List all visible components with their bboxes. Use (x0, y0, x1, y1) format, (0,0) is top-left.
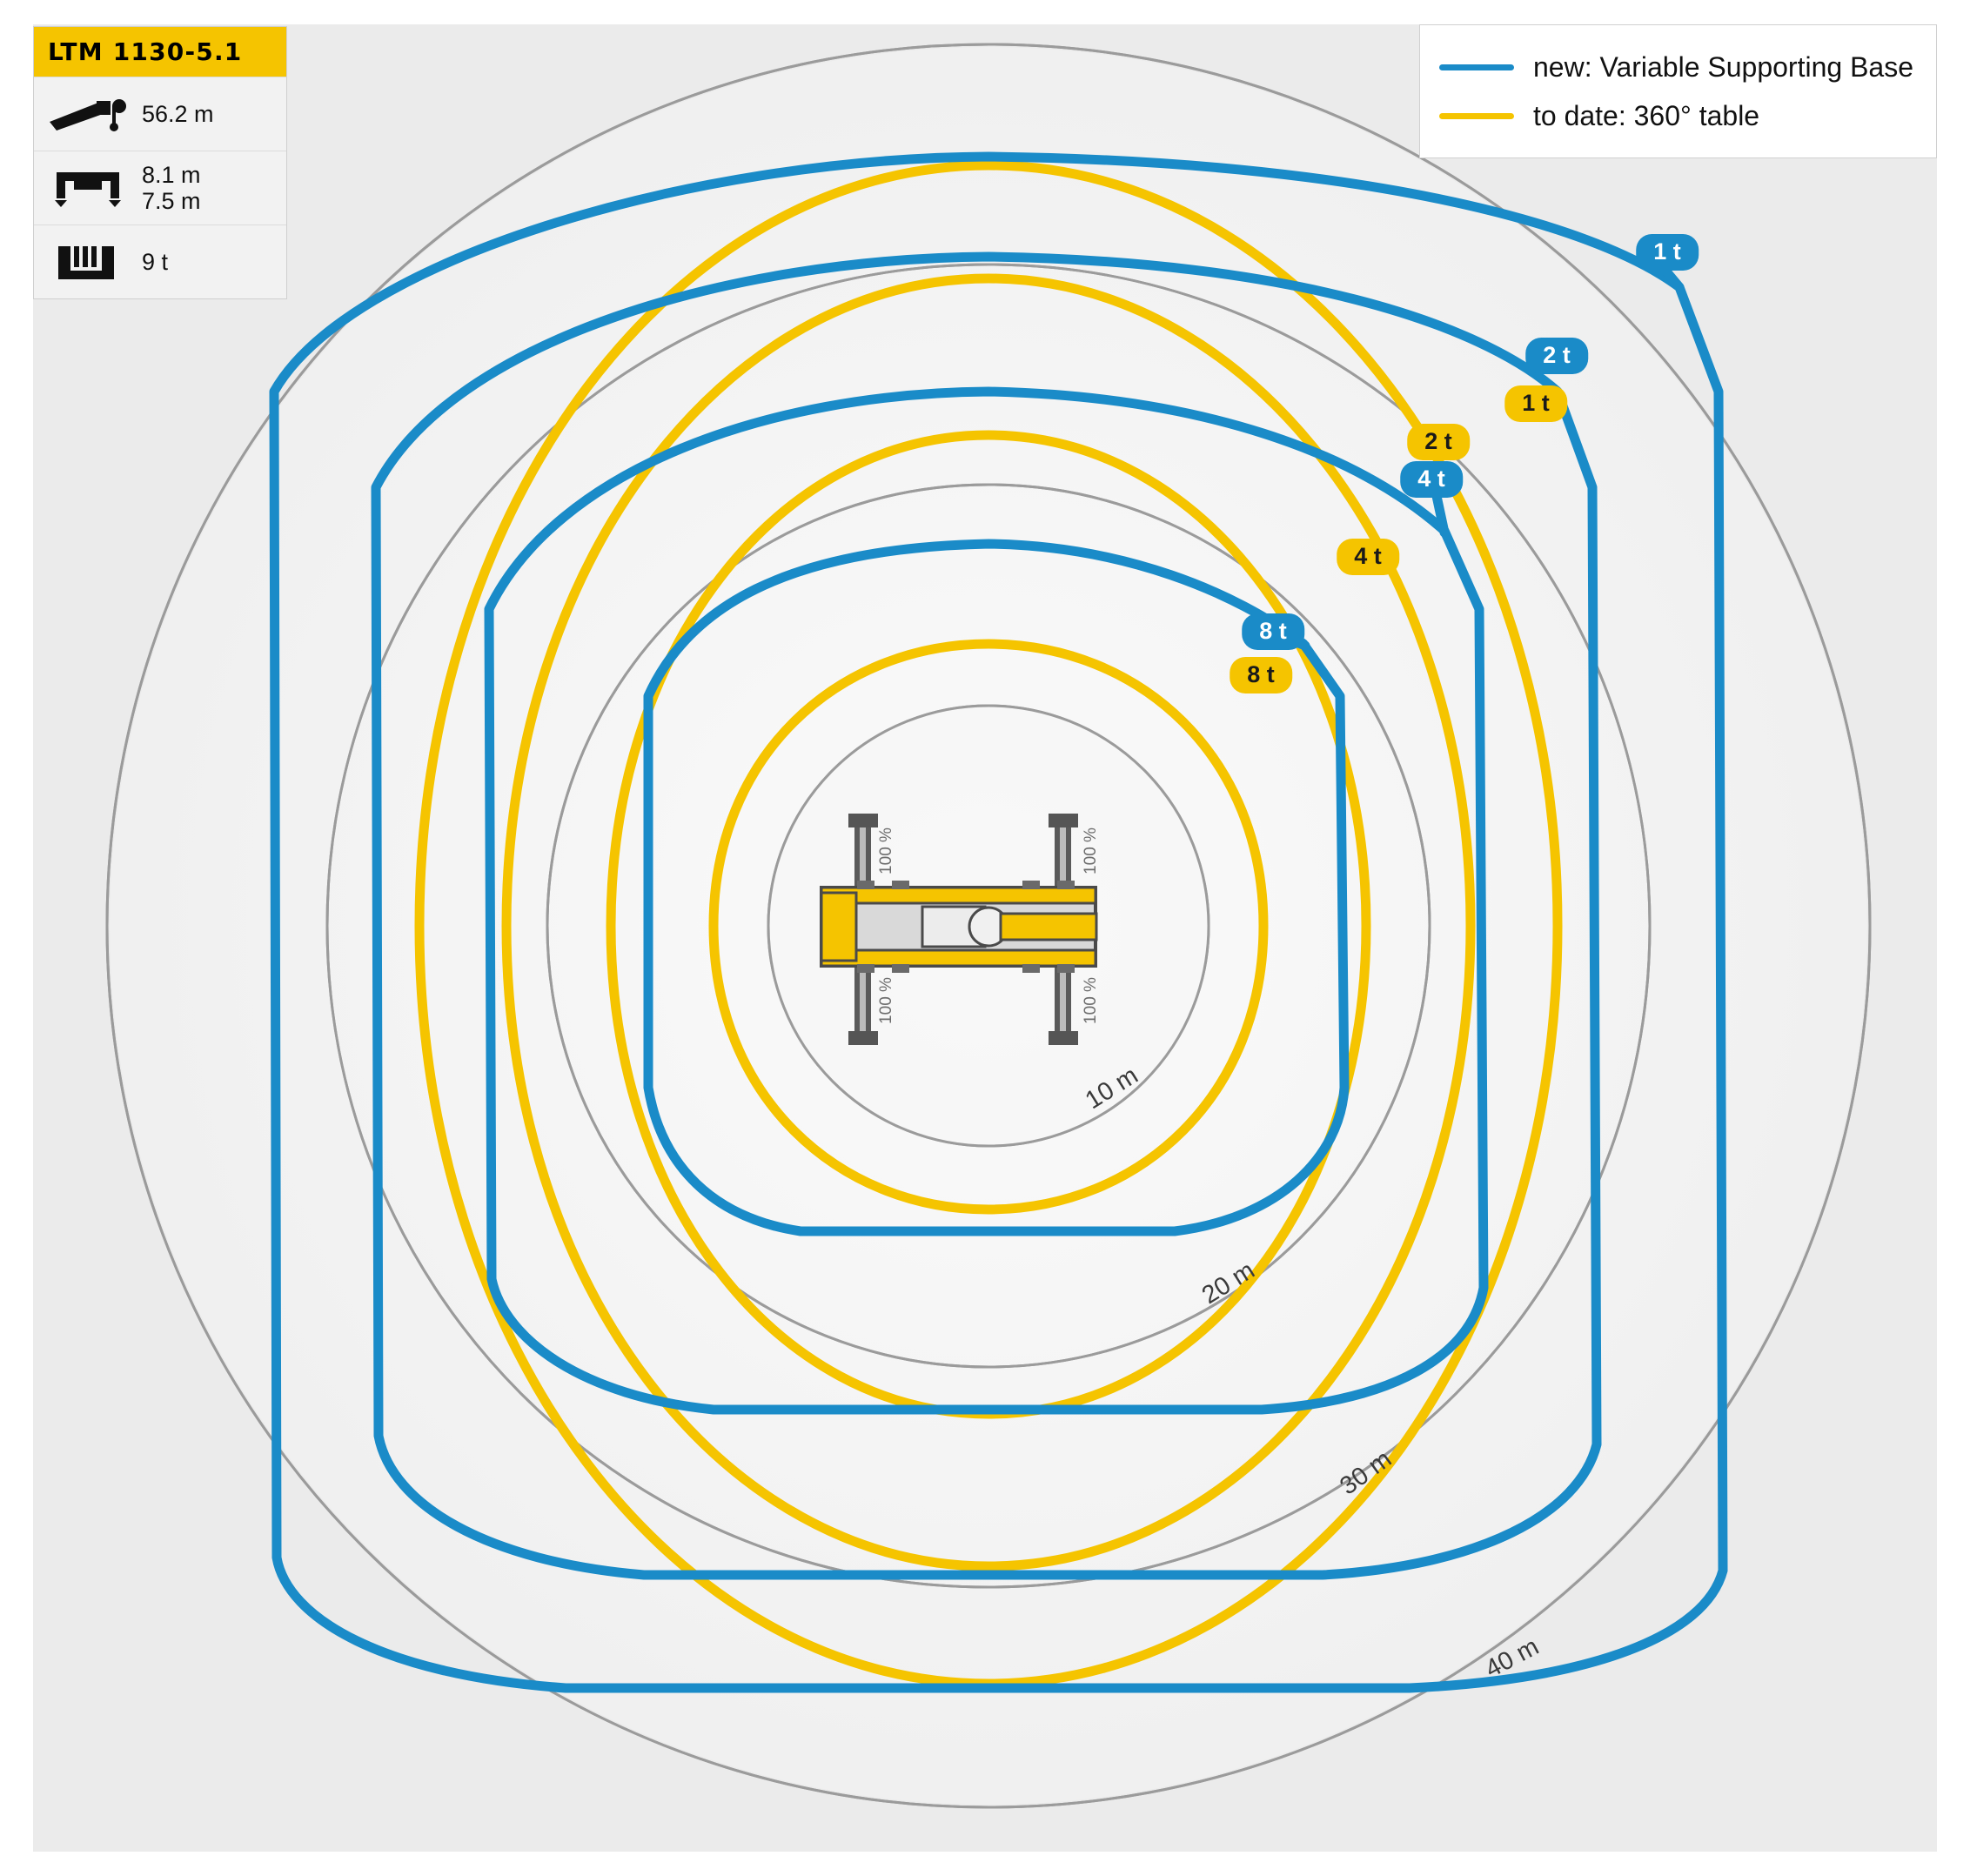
boom (1001, 914, 1096, 940)
info-row-boom-values (142, 101, 214, 127)
legend-item-variable-base (1439, 43, 1913, 91)
outrigger-pad-fr (1049, 814, 1078, 827)
radius-label-30m: 30 m (1335, 1444, 1397, 1501)
info-row-counterweight (34, 224, 286, 298)
capacity-pill-8t-yellow: 8 t (1230, 657, 1292, 693)
info-row-support-base (34, 151, 286, 224)
radius-label-20m: 20 m (1196, 1256, 1260, 1310)
capacity-pill-1t-blue: 1 t (1636, 234, 1699, 271)
crane-model-title: LTM 1130-5.1 (34, 27, 286, 77)
counterweight-icon (46, 243, 130, 281)
outrigger-percent-label-rl: 100 % (877, 977, 895, 1024)
capacity-pill-1t-yellow: 1 t (1504, 385, 1567, 422)
outrigger-pad-rr (1049, 1031, 1078, 1045)
capacity-pill-4t-blue: 4 t (1400, 461, 1463, 498)
chart-legend (1419, 24, 1937, 158)
outrigger-percent-label-rr: 100 % (1082, 977, 1100, 1024)
outrigger-base-icon (46, 167, 130, 209)
outrigger-percent-label-fl: 100 % (877, 827, 895, 874)
legend-label-360-table: to date: 360° table (1532, 99, 1760, 131)
capacity-pill-2t-yellow: 2 t (1407, 424, 1470, 460)
counterweight-value: 9 t (142, 248, 169, 275)
crane-info-box (33, 26, 287, 299)
outrigger-percent-label-fr: 100 % (1082, 827, 1100, 874)
legend-swatch-yellow (1439, 113, 1514, 119)
radius-label-10m: 10 m (1080, 1061, 1143, 1116)
support-base-width-value: 7.5 m (142, 188, 201, 214)
info-row-counterweight-values (142, 249, 168, 275)
info-row-boom (34, 77, 286, 151)
deck-bottom (821, 950, 1096, 966)
legend-swatch-blue (1439, 64, 1514, 70)
capacity-pill-4t-yellow: 4 t (1337, 539, 1399, 575)
telescopic-boom-icon (46, 96, 130, 132)
legend-item-360-table (1439, 91, 1913, 140)
outrigger-pad-fl (848, 814, 878, 827)
capacity-pill-2t-blue: 2 t (1525, 338, 1588, 374)
radius-label-40m: 40 m (1480, 1632, 1544, 1684)
support-base-length-value: 8.1 m (142, 161, 201, 188)
deck-top (821, 888, 1096, 903)
boom-length-value: 56.2 m (142, 100, 214, 127)
driver-cab (821, 893, 856, 961)
outrigger-pad-rl (848, 1031, 878, 1045)
legend-label-variable-base: new: Variable Supporting Base (1532, 50, 1913, 83)
capacity-pill-8t-blue: 8 t (1242, 613, 1304, 650)
info-row-support-values (142, 162, 201, 214)
